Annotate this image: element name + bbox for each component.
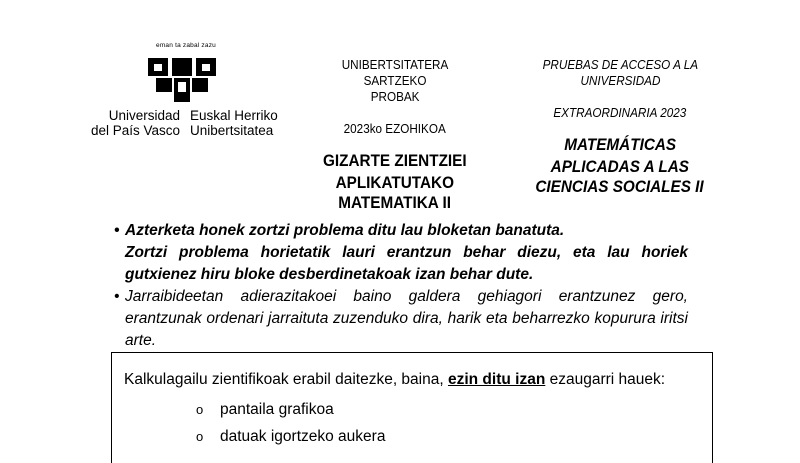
university-logo <box>80 42 300 137</box>
bullet-icon: • <box>114 222 120 239</box>
exam-name-eu-line1: UNIBERTSITATERA SARTZEKO <box>341 57 449 88</box>
circle-bullet-icon: o <box>196 429 204 444</box>
instruction-item <box>114 220 688 286</box>
exam-name-eu-line2: PROBAK <box>370 89 420 104</box>
exam-session-es: EXTRAORDINARIA 2023 <box>553 105 687 120</box>
calculator-rule-item: o pantaila grafikoa <box>196 401 334 418</box>
calculator-rule-item: o datuak igortzeko aukera <box>196 428 386 445</box>
header-spanish <box>520 57 720 197</box>
logo-emblem-icon <box>148 54 216 102</box>
exam-name-es-line1: PRUEBAS DE ACCESO A LA <box>542 57 698 72</box>
circle-bullet-icon: o <box>196 402 204 417</box>
instructions-list <box>114 220 688 352</box>
logo-name-es: Universidad del País Vasco <box>90 108 180 138</box>
calculator-rules-emphasis: ezin ditu izan <box>447 371 546 388</box>
instruction-text: Zortzi problema horietatik lauri erantzun behar diezu, eta lau horiek gutxienez hiru bloke desberdinetakoak izan behar dute. <box>125 244 688 283</box>
logo-motto: eman ta zabal zazu <box>156 42 216 49</box>
instruction-text: Jarraibideetan adierazitakoei baino galdera gehiagori erantzunez gero, erantzunak ordenari jarraituta zuzenduko dira, harik eta beharrezko kopurura iritsi arte. <box>125 288 688 349</box>
exam-session-eu: 2023ko EZOHIKOA <box>343 121 447 136</box>
logo-name-eu: Euskal Herriko Unibertsitatea <box>190 108 278 138</box>
subject-title-eu: GIZARTE ZIENTZIEI APLIKATUTAKO MATEMATIKA II <box>323 151 467 212</box>
exam-name-es-line2: UNIVERSIDAD <box>580 73 660 88</box>
instruction-text: Azterketa honek zortzi problema ditu lau bloketan banatuta. <box>125 222 565 239</box>
subject-title-es: MATEMÁTICAS APLICADAS A LAS CIENCIAS SOCIALES II <box>535 135 705 196</box>
bullet-icon: • <box>114 288 120 305</box>
calculator-rules-intro: Kalkulagailu zientifikoak erabil daitezke, baina, ezin ditu izan ezaugarri hauek: <box>124 371 666 388</box>
header-basque <box>300 57 490 213</box>
calculator-rules-box <box>111 352 713 463</box>
instruction-item <box>114 286 688 352</box>
